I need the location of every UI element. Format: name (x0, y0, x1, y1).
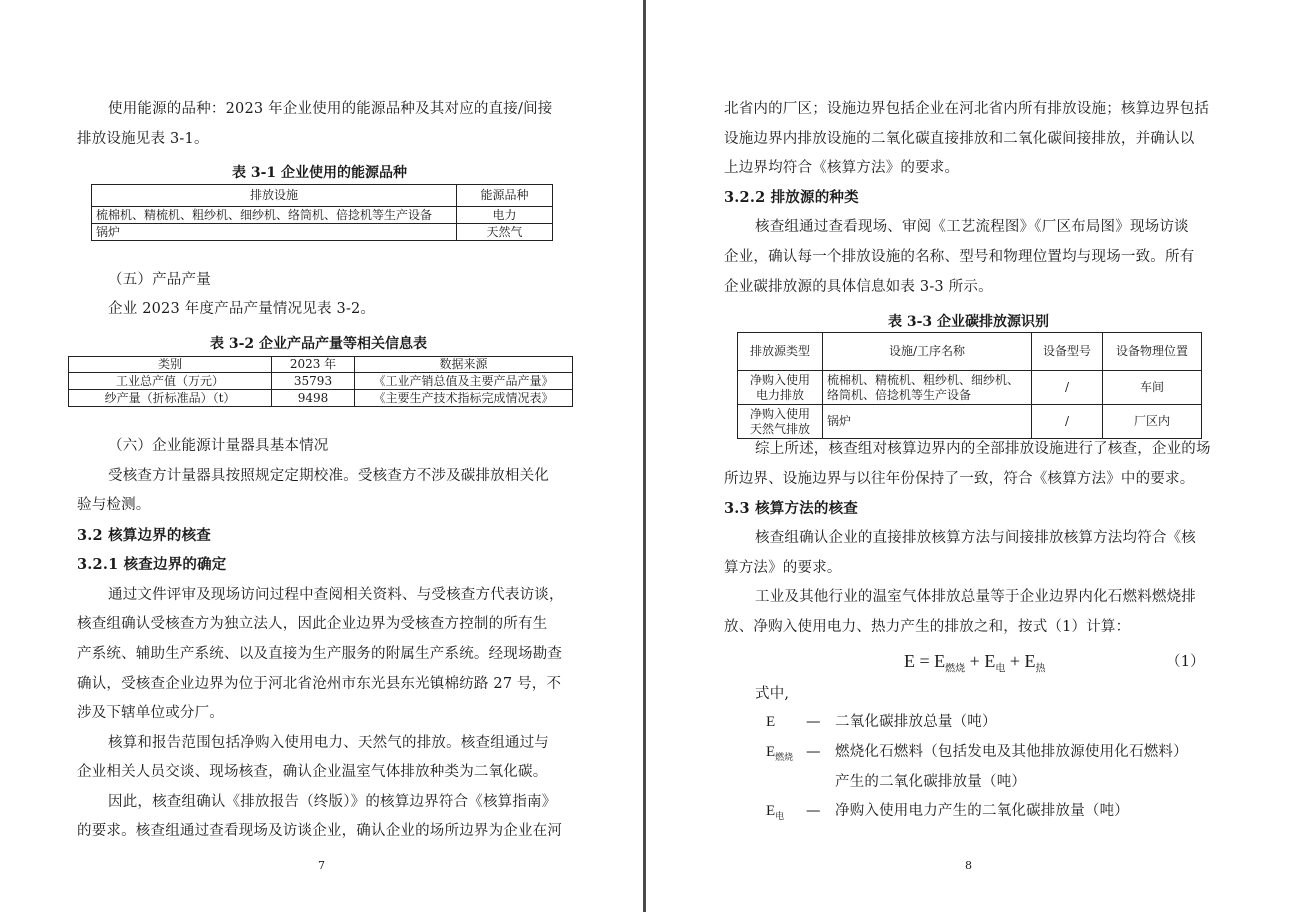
cell-line: 梳棉机、精梳机、粗纱机、细纱机、 (827, 372, 1020, 387)
table-cell: 纱产量（折标准品）（t） (69, 390, 272, 407)
text-line: 核查组确认受核查方为独立法人，因此企业边界为受核查方控制的所有生 (77, 616, 548, 632)
table-header: 数据来源 (355, 357, 573, 373)
page-right (646, 0, 1290, 912)
eq-symbol: E (934, 651, 946, 671)
cell-line: 电力排放 (755, 387, 804, 402)
table-row (69, 373, 573, 390)
text-line: 上边界均符合《核算方法》的要求。 (724, 160, 960, 176)
text-line: 的要求。核查组通过查看现场及访谈企业，确认企业的场所边界为企业在河 (77, 823, 563, 839)
table-row (92, 207, 553, 224)
section-heading: 3.2 核算边界的核查 (77, 527, 211, 544)
text-line: 涉及下辖单位或分厂。 (77, 705, 224, 721)
table-cell: 9498 (272, 390, 355, 407)
table-cell (823, 371, 1032, 405)
section-heading: 3.3 核算方法的核查 (724, 500, 858, 517)
table-cell: / (1032, 405, 1103, 439)
eq-symbol: E (1024, 651, 1036, 671)
table-cell: 35793 (272, 373, 355, 390)
text-line: 验与检测。 (77, 497, 151, 513)
text-line: 受核查方计量器具按照规定定期校准。受核查方不涉及碳排放相关化 (108, 468, 549, 484)
text-line: 核查组确认企业的直接排放核算方法与间接排放核算方法均符合《核 (755, 530, 1196, 546)
table-cell (738, 371, 823, 405)
table-cell (823, 405, 1032, 439)
text-line: 设施边界内排放设施的二氧化碳直接排放和二氧化碳间接排放，并确认以 (724, 131, 1195, 147)
table-cell (738, 405, 823, 439)
definition-text: 二氧化碳排放总量（吨） (835, 714, 997, 730)
page-left (0, 0, 643, 912)
eq-operator: + (1009, 651, 1020, 671)
cell-line: 天然气排放 (749, 421, 810, 436)
text-line: 工业及其他行业的温室气体排放总量等于企业边界内化石燃料燃烧排 (755, 589, 1196, 605)
text-line: 核算和报告范围包括净购入使用电力、天然气的排放。核查组通过与 (108, 735, 549, 751)
table-header: 排放源类型 (738, 333, 823, 371)
definition-dash: — (806, 744, 821, 760)
definition-text: 燃烧化石燃料（包括发电及其他排放源使用化石燃料） (835, 744, 1188, 760)
output-table (68, 356, 573, 407)
definition-text: 净购入使用电力产生的二氧化碳排放量（吨） (835, 803, 1129, 819)
page-number: 8 (965, 859, 972, 872)
table-header: 设施/工序名称 (823, 333, 1032, 371)
table-cell: 电力 (457, 207, 553, 224)
table-cell: 车间 (1103, 371, 1202, 405)
page-number: 7 (318, 859, 325, 872)
table-caption: 表 3-3 企业碳排放源识别 (888, 314, 1050, 330)
table-header: 2023 年 (272, 357, 355, 373)
text-line: 使用能源的品种：2023 年企业使用的能源品种及其对应的直接/间接 (108, 101, 553, 117)
cell-line: 净购入使用 (749, 406, 810, 421)
text-line: 企业，确认每一个排放设施的名称、型号和物理位置均与现场一致。所有 (724, 249, 1195, 265)
table-caption: 表 3-1 企业使用的能源品种 (232, 165, 408, 181)
table-cell: 工业总产值（万元） (69, 373, 272, 390)
table-cell: 厂区内 (1103, 405, 1202, 439)
text-line: 算方法》的要求。 (724, 560, 842, 576)
table-cell: 锅炉 (92, 224, 457, 241)
text-line: 因此，核查组确认《排放报告（终版）》的核算边界符合《核算指南》 (108, 794, 557, 810)
cell-line: 净购入使用 (749, 372, 810, 387)
table-row (738, 405, 1202, 439)
text-line: 企业相关人员交谈、现场核查，确认企业温室气体排放种类为二氧化碳。 (77, 764, 548, 780)
definition-dash: — (806, 803, 821, 819)
table-cell: / (1032, 371, 1103, 405)
text-line: 北省内的厂区；设施边界包括企业在河北省内所有排放设施；核算边界包括 (724, 101, 1210, 117)
table-header: 设备型号 (1032, 333, 1103, 371)
definition-symbol: E (766, 714, 776, 730)
text-line: 企业碳排放源的具体信息如表 3-3 所示。 (724, 279, 993, 295)
eq-operator: = (919, 651, 930, 671)
text-line: 放、净购入使用电力、热力产生的排放之和，按式（1）计算： (724, 619, 1131, 635)
text-line: 式中, (755, 686, 790, 702)
text-line: 核查组通过查看现场、审阅《工艺流程图》《厂区布局图》现场访谈 (755, 219, 1189, 235)
table-cell: 梳棉机、精梳机、粗纱机、细纱机、络筒机、倍捻机等生产设备 (92, 207, 457, 224)
table-caption: 表 3-2 企业产品产量等相关信息表 (210, 336, 428, 352)
table-header: 类别 (69, 357, 272, 373)
eq-subscript: 电 (995, 663, 1006, 675)
table-header: 设备物理位置 (1103, 333, 1202, 371)
eq-subscript: 热 (1035, 663, 1046, 675)
text-line: 所边界、设施边界与以往年份保持了一致，符合《核算方法》中的要求。 (724, 471, 1195, 487)
definition-symbol: $E_电$ (766, 803, 785, 821)
section-heading: （六）企业能源计量器具基本情况 (108, 438, 329, 454)
section-heading: 3.2.1 核查边界的确定 (77, 556, 227, 573)
eq-symbol: E (904, 651, 915, 671)
table-row (738, 371, 1202, 405)
table-cell: 《工业产销总值及主要产品产量》 (355, 373, 573, 390)
section-heading: （五）产品产量 (108, 272, 211, 288)
equation (904, 650, 1045, 681)
emission-source-table (737, 332, 1202, 439)
definition-dash: — (806, 714, 821, 730)
energy-table (91, 184, 553, 241)
table-row (92, 224, 553, 241)
table-header: 能源品种 (457, 185, 553, 207)
table-header: 排放设施 (92, 185, 457, 207)
table-row (69, 390, 573, 407)
cell-line: 络筒机、倍捻机等生产设备 (827, 387, 972, 402)
text-line: 企业 2023 年度产品产量情况见表 3-2。 (108, 301, 376, 317)
section-heading: 3.2.2 排放源的种类 (724, 189, 859, 206)
eq-subscript: 燃烧 (945, 663, 966, 675)
table-cell: 天然气 (457, 224, 553, 241)
text-line: 通过文件评审及现场访问过程中查阅相关资料、与受核查方代表访谈， (108, 587, 564, 603)
text-line: 产系统、辅助生产系统、以及直接为生产服务的附属生产系统。经现场勘查 (77, 646, 563, 662)
eq-operator: + (969, 651, 980, 671)
equation-number: （1） (1166, 654, 1205, 670)
text-line: 确认，受核查企业边界为位于河北省沧州市东光县东光镇棉纺路 27 号，不 (77, 676, 562, 692)
text-line: 排放设施见表 3-1。 (77, 131, 209, 147)
table-cell: 《主要生产技术指标完成情况表》 (355, 390, 573, 407)
cell-line: 锅炉 (827, 414, 852, 428)
eq-symbol: E (984, 651, 996, 671)
definition-text: 产生的二氧化碳排放量（吨） (835, 774, 1027, 790)
text-line: 综上所述，核查组对核算边界内的全部排放设施进行了核查，企业的场 (755, 441, 1211, 457)
definition-symbol: $E_{燃烧}$ (766, 744, 794, 762)
